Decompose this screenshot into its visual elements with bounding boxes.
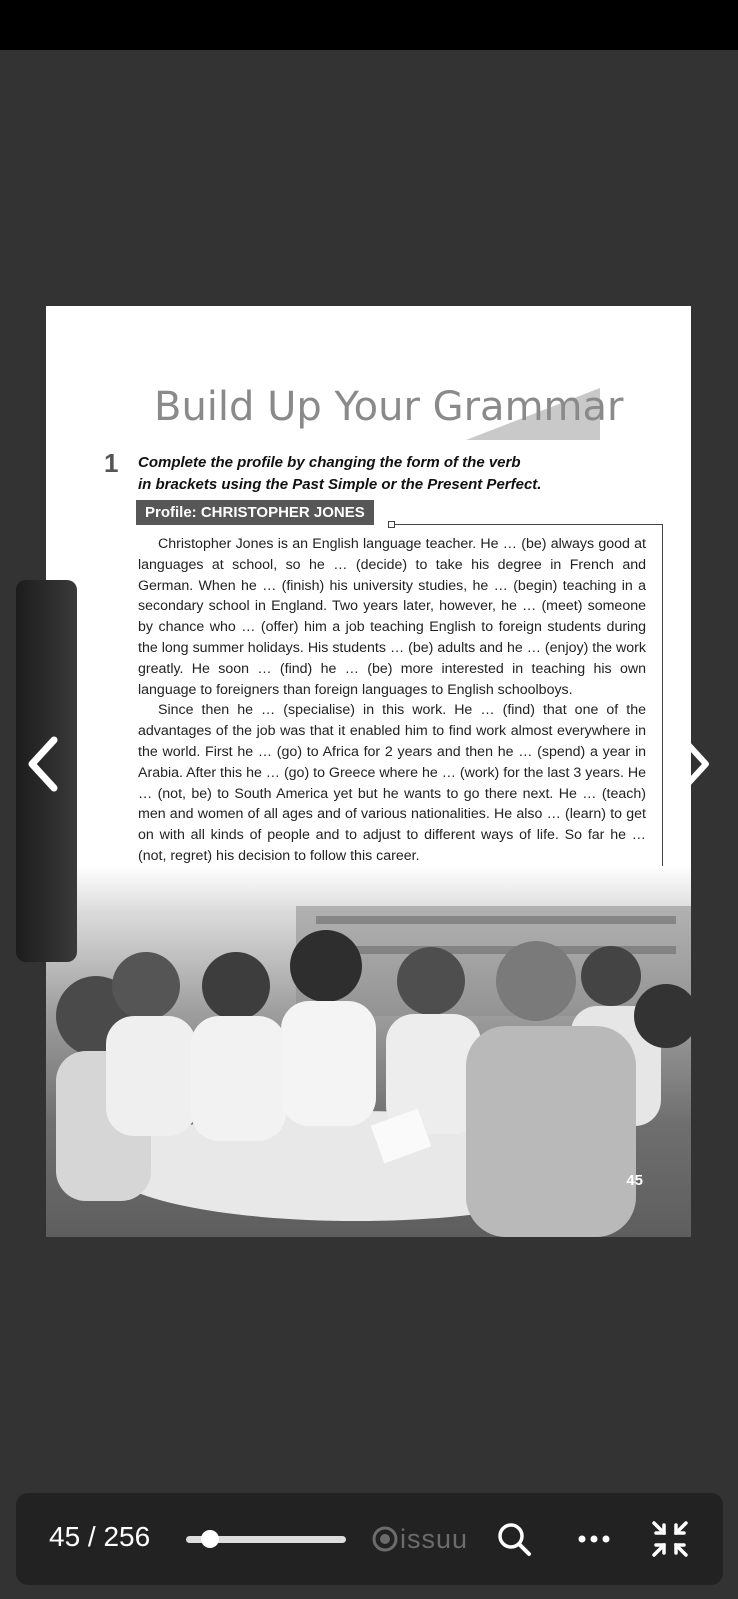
page-number: 45 <box>626 1172 643 1189</box>
more-dots-icon <box>572 1517 616 1561</box>
page-title: Build Up Your Grammar <box>154 384 624 430</box>
issuu-brand: issuu <box>400 1523 469 1554</box>
more-button[interactable] <box>572 1517 616 1561</box>
instruction-line-1: Complete the profile by changing the form of the verb <box>138 454 521 471</box>
profile-label: Profile: CHRISTOPHER JONES <box>136 500 374 525</box>
chevron-right-icon <box>672 732 716 796</box>
profile-paragraph-2: Since then he … (specialise) in this work. He … (find) that one of the advantages of the job was that it enabled him to find work almost everywhere in the world. First he … (go) to Africa for 2 years and then he … (spend) a year in Arabia. After this he … (go) to Greece where he … (work) for the last 3 years. He … (not, be) to South America yet but he wants to go there next. He … (teach) men and women of all ages and of various nationalities. He also … (learn) to get on with all kinds of people and to adjust to different ways of life. So far he … (not, regret) his decision to follow this career. <box>138 702 646 864</box>
reader-toolbar <box>16 1493 723 1585</box>
exit-fullscreen-icon <box>648 1517 692 1561</box>
search-icon <box>492 1517 536 1561</box>
exercise-number: 1 <box>104 448 119 478</box>
status-bar <box>0 0 738 50</box>
classroom-photo-illustration <box>46 866 691 1237</box>
page-counter: 45 / 256 <box>49 1521 151 1552</box>
document-page <box>46 306 691 1237</box>
instruction-line-2: in brackets using the Past Simple or the Present Perfect. <box>138 476 542 493</box>
exit-fullscreen-button[interactable] <box>648 1517 692 1561</box>
chevron-left-icon <box>22 732 66 796</box>
exercise-instruction <box>138 452 608 496</box>
next-page-button[interactable] <box>672 732 716 796</box>
search-button[interactable] <box>492 1517 536 1561</box>
prev-page-button[interactable] <box>22 732 66 796</box>
issuu-logo-icon <box>372 1526 398 1552</box>
bracket-dot-top <box>388 521 395 528</box>
classroom-photo <box>46 866 691 1237</box>
page-slider-thumb[interactable] <box>201 1530 219 1548</box>
profile-text <box>138 534 646 867</box>
profile-paragraph-1: Christopher Jones is an English language teacher. He … (be) always good at languages at school, so he … (decide) to take his degree in French and German. When he … (finish) his university studies, he … (begin) teaching in a secondary school in England. Two years later, however, he … (meet) someone by chance who … (offer) him a job teaching English to foreign students during the long summer holidays. His students … (be) adults and he … (enjoy) the work greatly. He soon … (find) he … (be) more interested in teaching his own language to foreigners than foreign languages to English schoolboys. <box>138 536 646 698</box>
issuu-logo[interactable] <box>372 1519 468 1559</box>
